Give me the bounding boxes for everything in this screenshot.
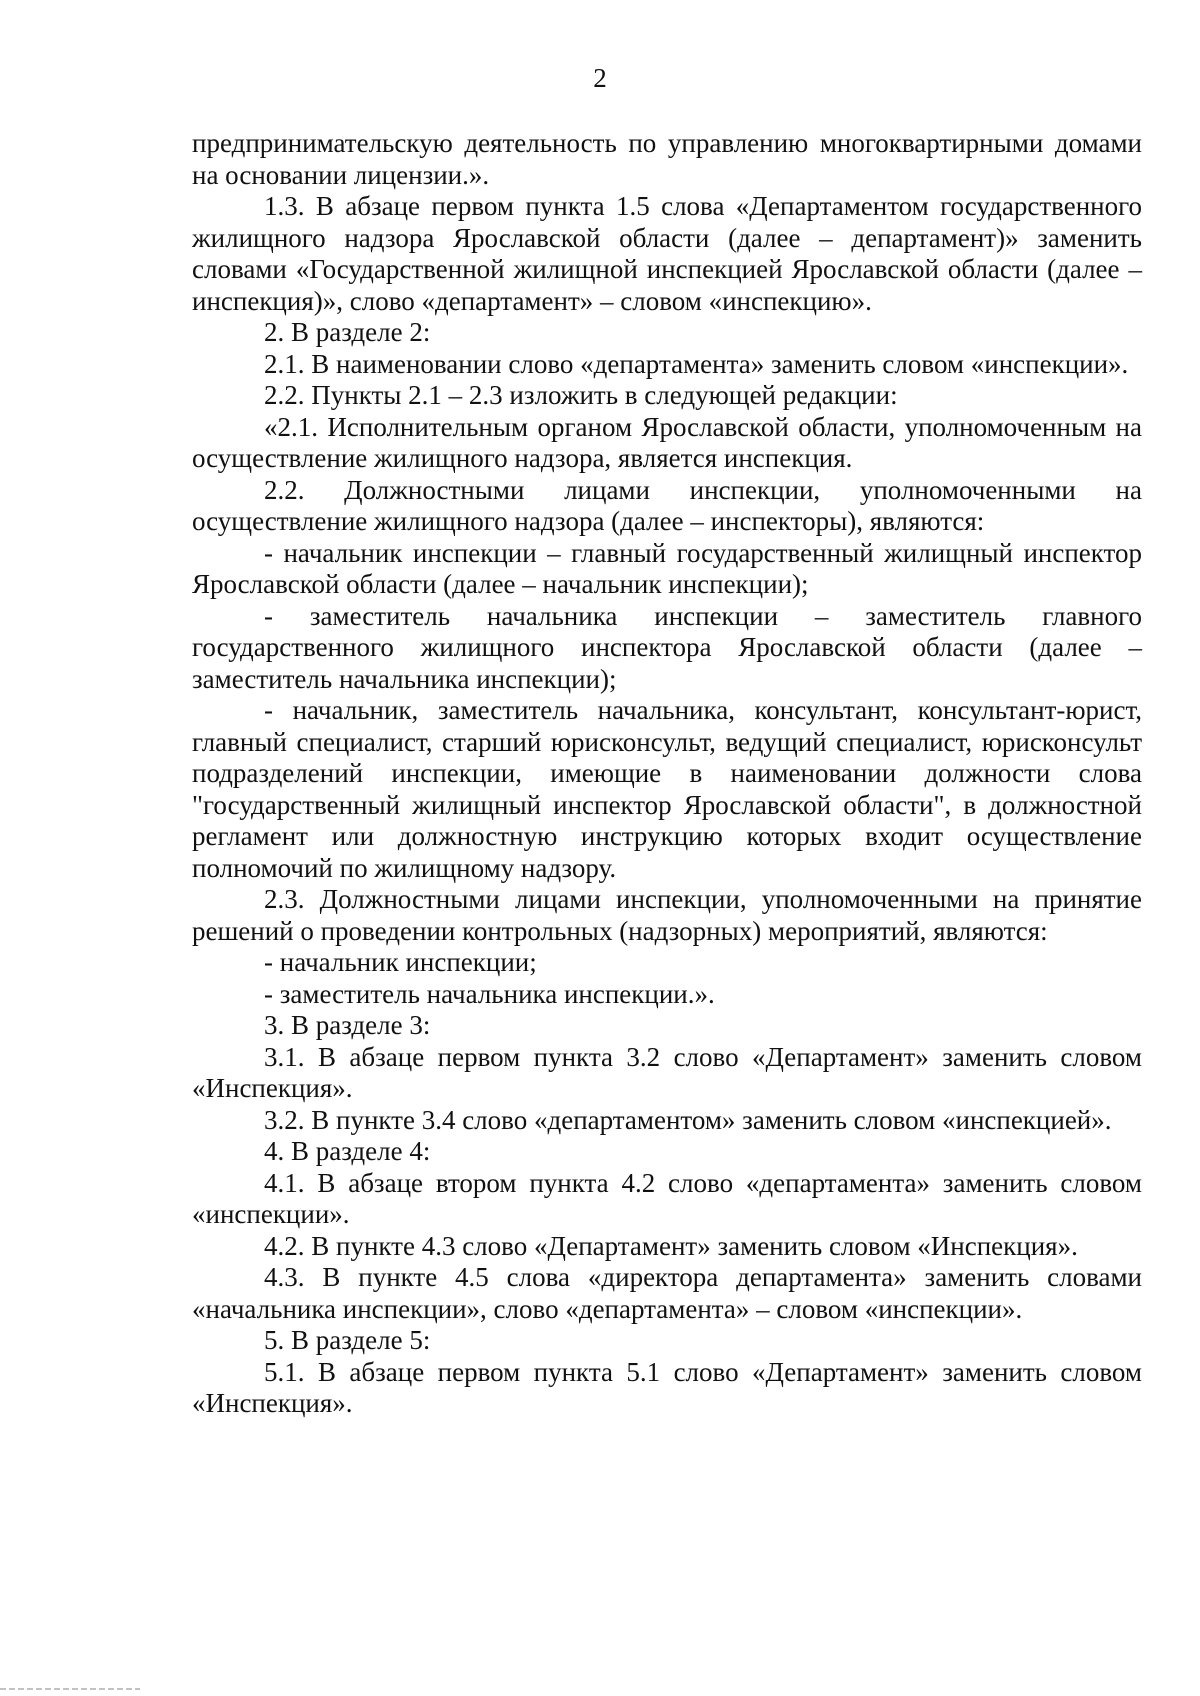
list-item-deputy: - заместитель начальника инспекции – заместитель главного государственного жилищного инспектора Ярославской области (далее – заместитель начальника инспекции);	[192, 600, 1142, 694]
paragraph-continuation: предпринимательскую деятельность по управлению многоквартирными домами на основании лицензии.».	[192, 128, 1142, 190]
paragraph-3-1: 3.1. В абзаце первом пункта 3.2 слово «Департамент» заменить словом «Инспекция».	[192, 1041, 1142, 1103]
paragraph-section-4: 4. В разделе 4:	[264, 1136, 431, 1166]
scan-edge-artifact	[0, 1688, 140, 1690]
paragraph-2-2: 2.2. Пункты 2.1 – 2.3 изложить в следующей редакции:	[264, 380, 898, 410]
paragraph-5-1: 5.1. В абзаце первом пункта 5.1 слово «Департамент» заменить словом «Инспекция».	[192, 1356, 1142, 1418]
paragraph-1-3: 1.3. В абзаце первом пункта 1.5 слова «Департаментом государственного жилищного надзора Ярославской области (далее – департамент)» заменить словами «Государственной жилищной инспекцией Ярославской области (далее – инспекция)», слово «департамент» – словом «инспекцию».	[192, 191, 1142, 316]
list-item-staff: - начальник, заместитель начальника, консультант, консультант-юрист, главный специалист, старший юрисконсульт, ведущий специалист, юрисконсульт подразделений инспекции, имеющие в наименовании должности слова "государственный жилищный инспектор Ярославской области", в должностной регламент или должностную инструкцию которых входит осуществление полномочий по жилищному надзору.	[192, 695, 1142, 883]
paragraph-4-3: 4.3. В пункте 4.5 слова «директора департамента» заменить словами «начальника инспекции», слово «департамента» – словом «инспекции».	[192, 1262, 1142, 1324]
paragraph-quoted-2-3: 2.3. Должностными лицами инспекции, уполномоченными на принятие решений о проведении контрольных (надзорных) мероприятий, являются:	[192, 884, 1142, 946]
list-item-head: - начальник инспекции – главный государственный жилищный инспектор Ярославской области (далее – начальник инспекции);	[192, 537, 1142, 599]
paragraph-quoted-2-1: «2.1. Исполнительным органом Ярославской области, уполномоченным на осуществление жилищного надзора, является инспекция.	[192, 411, 1142, 473]
paragraph-2-1: 2.1. В наименовании слово «департамента» заменить словом «инспекции».	[264, 348, 1129, 379]
paragraph-section-5: 5. В разделе 5:	[264, 1325, 431, 1355]
paragraph-section-2: 2. В разделе 2:	[264, 317, 431, 347]
paragraph-4-1: 4.1. В абзаце втором пункта 4.2 слово «департамента» заменить словом «инспекции».	[192, 1167, 1142, 1229]
paragraph-3-2: 3.2. В пункте 3.4 слово «департаментом» заменить словом «инспекцией».	[264, 1104, 1112, 1135]
paragraph-4-2: 4.2. В пункте 4.3 слово «Департамент» заменить словом «Инспекция».	[264, 1230, 1078, 1261]
paragraph-section-3: 3. В разделе 3:	[264, 1010, 431, 1040]
document-body	[192, 128, 1142, 1420]
list-item-deputy-2: - заместитель начальника инспекции.».	[264, 978, 715, 1009]
list-item-head-2: - начальник инспекции;	[264, 947, 537, 977]
paragraph-quoted-2-2: 2.2. Должностными лицами инспекции, уполномоченными на осуществление жилищного надзора (далее – инспекторы), являются:	[192, 474, 1142, 536]
page-number: 2	[593, 63, 607, 93]
